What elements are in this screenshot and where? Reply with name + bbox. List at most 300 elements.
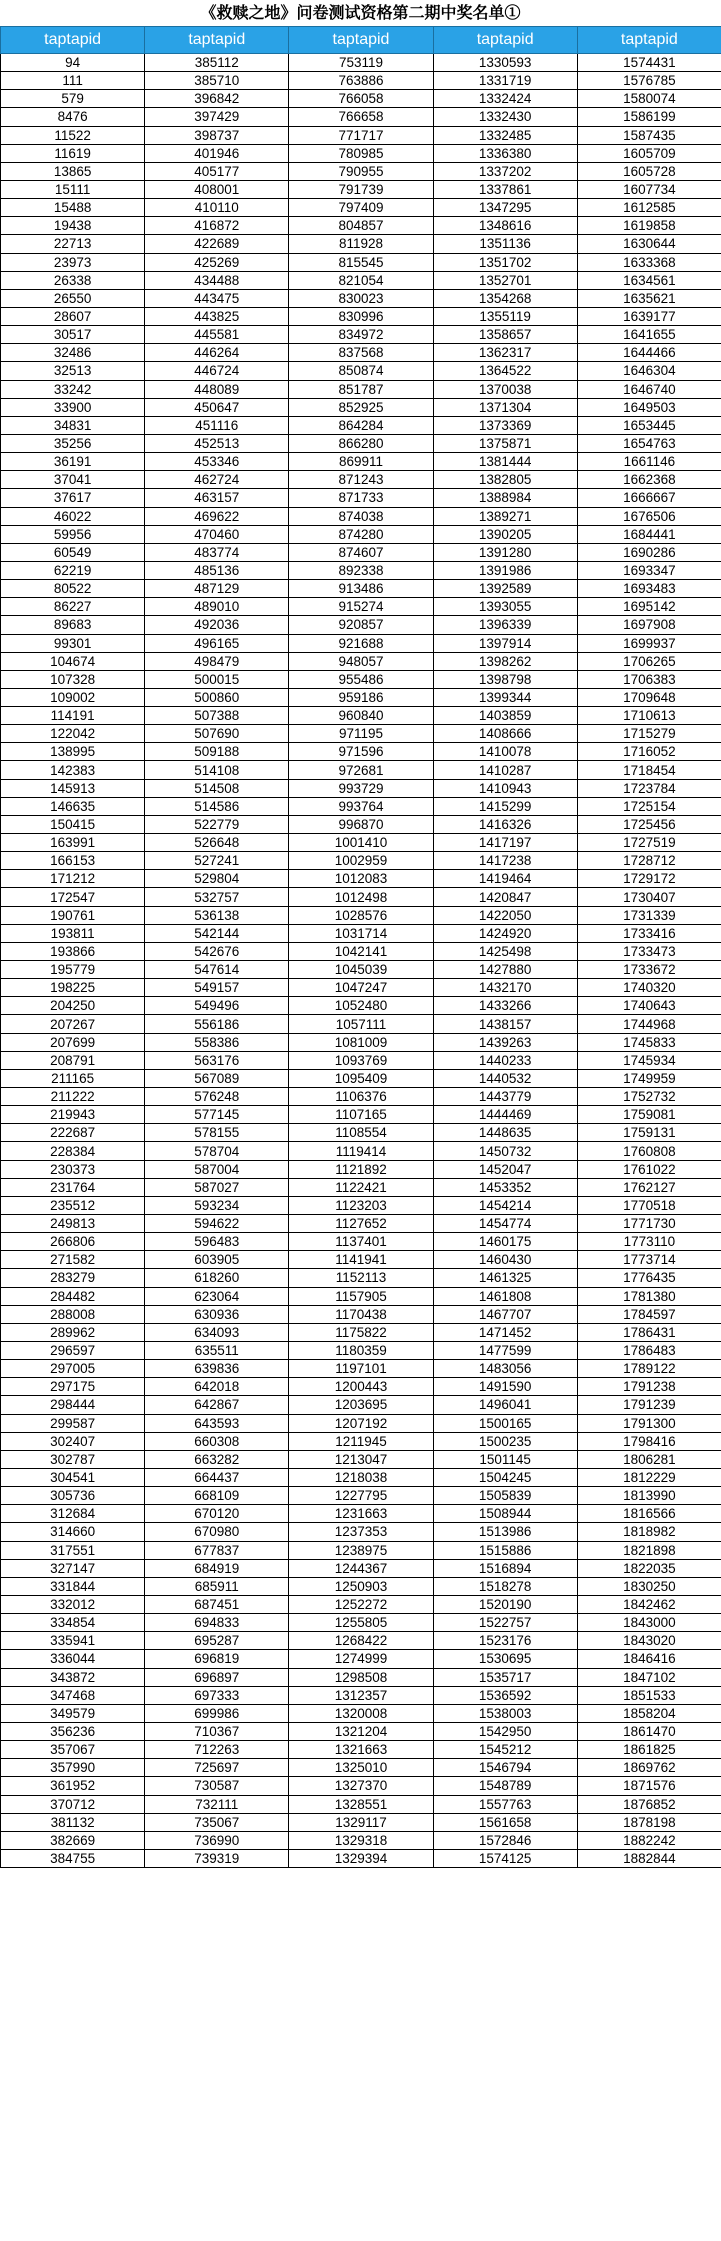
table-cell: 288008 bbox=[1, 1305, 145, 1323]
table-cell: 1684441 bbox=[577, 525, 721, 543]
table-cell: 1471452 bbox=[433, 1323, 577, 1341]
table-row bbox=[1, 1577, 721, 1595]
table-cell: 1031714 bbox=[289, 924, 433, 942]
table-cell: 1538003 bbox=[433, 1704, 577, 1722]
table-cell: 1358657 bbox=[433, 326, 577, 344]
table-cell: 577145 bbox=[145, 1106, 289, 1124]
table-cell: 382669 bbox=[1, 1831, 145, 1849]
table-cell: 446264 bbox=[145, 344, 289, 362]
table-cell: 1157905 bbox=[289, 1287, 433, 1305]
table-cell: 462724 bbox=[145, 471, 289, 489]
table-row bbox=[1, 1759, 721, 1777]
table-cell: 34831 bbox=[1, 416, 145, 434]
table-cell: 104674 bbox=[1, 652, 145, 670]
table-body bbox=[1, 54, 721, 1868]
table-row bbox=[1, 1142, 721, 1160]
table-cell: 8476 bbox=[1, 108, 145, 126]
table-cell: 450647 bbox=[145, 398, 289, 416]
table-cell: 587004 bbox=[145, 1160, 289, 1178]
table-row bbox=[1, 1396, 721, 1414]
table-cell: 1744968 bbox=[577, 1015, 721, 1033]
table-row bbox=[1, 380, 721, 398]
table-cell: 35256 bbox=[1, 434, 145, 452]
table-cell: 1725456 bbox=[577, 815, 721, 833]
table-cell: 1639177 bbox=[577, 307, 721, 325]
table-cell: 1329394 bbox=[289, 1849, 433, 1867]
table-cell: 1329318 bbox=[289, 1831, 433, 1849]
table-cell: 1391280 bbox=[433, 543, 577, 561]
table-cell: 1370038 bbox=[433, 380, 577, 398]
table-cell: 266806 bbox=[1, 1233, 145, 1251]
table-cell: 1491590 bbox=[433, 1378, 577, 1396]
table-cell: 1646740 bbox=[577, 380, 721, 398]
table-cell: 1745833 bbox=[577, 1033, 721, 1051]
table-cell: 1012498 bbox=[289, 888, 433, 906]
table-cell: 526648 bbox=[145, 834, 289, 852]
table-cell: 1812229 bbox=[577, 1468, 721, 1486]
table-row bbox=[1, 1414, 721, 1432]
table-row bbox=[1, 688, 721, 706]
table-cell: 920857 bbox=[289, 616, 433, 634]
table-cell: 1545212 bbox=[433, 1741, 577, 1759]
table-cell: 1725154 bbox=[577, 797, 721, 815]
table-cell: 1410943 bbox=[433, 779, 577, 797]
column-header: taptapid bbox=[145, 27, 289, 54]
table-cell: 15488 bbox=[1, 199, 145, 217]
table-cell: 1325010 bbox=[289, 1759, 433, 1777]
table-cell: 996870 bbox=[289, 815, 433, 833]
table-cell: 1123203 bbox=[289, 1196, 433, 1214]
table-cell: 630936 bbox=[145, 1305, 289, 1323]
column-header: taptapid bbox=[577, 27, 721, 54]
table-cell: 948057 bbox=[289, 652, 433, 670]
table-cell: 396842 bbox=[145, 90, 289, 108]
table-cell: 1042141 bbox=[289, 942, 433, 960]
table-cell: 1740643 bbox=[577, 997, 721, 1015]
table-row bbox=[1, 1088, 721, 1106]
table-cell: 1093769 bbox=[289, 1051, 433, 1069]
table-cell: 1786483 bbox=[577, 1341, 721, 1359]
table-cell: 1433266 bbox=[433, 997, 577, 1015]
table-cell: 397429 bbox=[145, 108, 289, 126]
table-cell: 699986 bbox=[145, 1704, 289, 1722]
table-cell: 297005 bbox=[1, 1360, 145, 1378]
table-cell: 1444469 bbox=[433, 1106, 577, 1124]
table-row bbox=[1, 1523, 721, 1541]
table-row bbox=[1, 1614, 721, 1632]
table-cell: 1331719 bbox=[433, 72, 577, 90]
table-cell: 1806281 bbox=[577, 1450, 721, 1468]
table-cell: 1709648 bbox=[577, 688, 721, 706]
table-row bbox=[1, 1069, 721, 1087]
table-cell: 1861470 bbox=[577, 1722, 721, 1740]
table-row bbox=[1, 453, 721, 471]
table-cell: 1390205 bbox=[433, 525, 577, 543]
table-cell: 469622 bbox=[145, 507, 289, 525]
table-cell: 1200443 bbox=[289, 1378, 433, 1396]
table-cell: 677837 bbox=[145, 1541, 289, 1559]
table-cell: 1798416 bbox=[577, 1432, 721, 1450]
table-cell: 643593 bbox=[145, 1414, 289, 1432]
table-cell: 1452047 bbox=[433, 1160, 577, 1178]
table-cell: 874607 bbox=[289, 543, 433, 561]
table-cell: 971596 bbox=[289, 743, 433, 761]
table-cell: 1784597 bbox=[577, 1305, 721, 1323]
table-cell: 1415299 bbox=[433, 797, 577, 815]
table-cell: 284482 bbox=[1, 1287, 145, 1305]
table-cell: 763886 bbox=[289, 72, 433, 90]
table-cell: 463157 bbox=[145, 489, 289, 507]
table-cell: 32513 bbox=[1, 362, 145, 380]
table-cell: 1320008 bbox=[289, 1704, 433, 1722]
table-cell: 1858204 bbox=[577, 1704, 721, 1722]
table-cell: 26550 bbox=[1, 289, 145, 307]
table-row bbox=[1, 561, 721, 579]
table-row bbox=[1, 1233, 721, 1251]
table-cell: 1328551 bbox=[289, 1795, 433, 1813]
table-cell: 1197101 bbox=[289, 1360, 433, 1378]
table-cell: 357067 bbox=[1, 1741, 145, 1759]
table-cell: 302787 bbox=[1, 1450, 145, 1468]
table-cell: 1646304 bbox=[577, 362, 721, 380]
table-cell: 451116 bbox=[145, 416, 289, 434]
table-cell: 1761022 bbox=[577, 1160, 721, 1178]
table-cell: 596483 bbox=[145, 1233, 289, 1251]
table-cell: 696897 bbox=[145, 1668, 289, 1686]
table-cell: 1332430 bbox=[433, 108, 577, 126]
table-cell: 1352701 bbox=[433, 271, 577, 289]
table-cell: 623064 bbox=[145, 1287, 289, 1305]
table-cell: 549496 bbox=[145, 997, 289, 1015]
table-row bbox=[1, 144, 721, 162]
table-cell: 871243 bbox=[289, 471, 433, 489]
table-cell: 1718454 bbox=[577, 761, 721, 779]
table-row bbox=[1, 289, 721, 307]
table-cell: 11522 bbox=[1, 126, 145, 144]
table-cell: 1731339 bbox=[577, 906, 721, 924]
table-cell: 1773714 bbox=[577, 1251, 721, 1269]
table-cell: 874038 bbox=[289, 507, 433, 525]
table-cell: 13865 bbox=[1, 162, 145, 180]
table-cell: 1612585 bbox=[577, 199, 721, 217]
table-cell: 871733 bbox=[289, 489, 433, 507]
table-cell: 271582 bbox=[1, 1251, 145, 1269]
table-cell: 1733473 bbox=[577, 942, 721, 960]
table-cell: 1572846 bbox=[433, 1831, 577, 1849]
table-cell: 171212 bbox=[1, 870, 145, 888]
table-cell: 1557763 bbox=[433, 1795, 577, 1813]
table-cell: 830023 bbox=[289, 289, 433, 307]
table-cell: 635511 bbox=[145, 1341, 289, 1359]
table-row bbox=[1, 126, 721, 144]
table-cell: 576248 bbox=[145, 1088, 289, 1106]
table-cell: 697333 bbox=[145, 1686, 289, 1704]
table-row bbox=[1, 961, 721, 979]
table-cell: 804857 bbox=[289, 217, 433, 235]
table-cell: 1298508 bbox=[289, 1668, 433, 1686]
table-cell: 732111 bbox=[145, 1795, 289, 1813]
table-cell: 146635 bbox=[1, 797, 145, 815]
table-cell: 1327370 bbox=[289, 1777, 433, 1795]
table-cell: 296597 bbox=[1, 1341, 145, 1359]
table-cell: 317551 bbox=[1, 1541, 145, 1559]
table-cell: 500860 bbox=[145, 688, 289, 706]
table-cell: 753119 bbox=[289, 54, 433, 72]
table-cell: 514586 bbox=[145, 797, 289, 815]
table-cell: 1218038 bbox=[289, 1468, 433, 1486]
table-row bbox=[1, 616, 721, 634]
table-row bbox=[1, 1686, 721, 1704]
table-row bbox=[1, 1033, 721, 1051]
table-cell: 1371304 bbox=[433, 398, 577, 416]
table-cell: 335941 bbox=[1, 1632, 145, 1650]
table-cell: 1715279 bbox=[577, 725, 721, 743]
table-row bbox=[1, 707, 721, 725]
table-cell: 725697 bbox=[145, 1759, 289, 1777]
table-cell: 1770518 bbox=[577, 1196, 721, 1214]
table-cell: 1393055 bbox=[433, 598, 577, 616]
table-cell: 1351702 bbox=[433, 253, 577, 271]
table-cell: 1170438 bbox=[289, 1305, 433, 1323]
table-cell: 1175822 bbox=[289, 1323, 433, 1341]
table-cell: 913486 bbox=[289, 580, 433, 598]
table-row bbox=[1, 1741, 721, 1759]
table-cell: 349579 bbox=[1, 1704, 145, 1722]
table-cell: 422689 bbox=[145, 235, 289, 253]
table-row bbox=[1, 362, 721, 380]
table-cell: 664437 bbox=[145, 1468, 289, 1486]
table-row bbox=[1, 1650, 721, 1668]
table-cell: 443475 bbox=[145, 289, 289, 307]
table-cell: 207699 bbox=[1, 1033, 145, 1051]
table-cell: 1461325 bbox=[433, 1269, 577, 1287]
table-row bbox=[1, 906, 721, 924]
table-cell: 1354268 bbox=[433, 289, 577, 307]
table-cell: 993729 bbox=[289, 779, 433, 797]
table-cell: 114191 bbox=[1, 707, 145, 725]
table-cell: 514508 bbox=[145, 779, 289, 797]
table-cell: 289962 bbox=[1, 1323, 145, 1341]
table-cell: 1716052 bbox=[577, 743, 721, 761]
table-cell: 1329117 bbox=[289, 1813, 433, 1831]
table-cell: 1375871 bbox=[433, 434, 577, 452]
table-cell: 736990 bbox=[145, 1831, 289, 1849]
table-cell: 915274 bbox=[289, 598, 433, 616]
table-row bbox=[1, 1341, 721, 1359]
table-cell: 1028576 bbox=[289, 906, 433, 924]
table-cell: 408001 bbox=[145, 180, 289, 198]
table-cell: 1398262 bbox=[433, 652, 577, 670]
table-cell: 1513986 bbox=[433, 1523, 577, 1541]
table-cell: 1443779 bbox=[433, 1088, 577, 1106]
table-cell: 1786431 bbox=[577, 1323, 721, 1341]
table-cell: 1878198 bbox=[577, 1813, 721, 1831]
table-cell: 1706383 bbox=[577, 670, 721, 688]
table-cell: 1693483 bbox=[577, 580, 721, 598]
table-cell: 563176 bbox=[145, 1051, 289, 1069]
table-cell: 1045039 bbox=[289, 961, 433, 979]
table-cell: 94 bbox=[1, 54, 145, 72]
table-row bbox=[1, 489, 721, 507]
table-cell: 1693347 bbox=[577, 561, 721, 579]
table-cell: 299587 bbox=[1, 1414, 145, 1432]
table-cell: 1816566 bbox=[577, 1505, 721, 1523]
table-cell: 1530695 bbox=[433, 1650, 577, 1668]
table-cell: 384755 bbox=[1, 1849, 145, 1867]
table-cell: 634093 bbox=[145, 1323, 289, 1341]
table-row bbox=[1, 797, 721, 815]
table-cell: 1388984 bbox=[433, 489, 577, 507]
table-cell: 1515886 bbox=[433, 1541, 577, 1559]
table-cell: 668109 bbox=[145, 1487, 289, 1505]
table-cell: 1337861 bbox=[433, 180, 577, 198]
table-cell: 222687 bbox=[1, 1124, 145, 1142]
table-cell: 1453352 bbox=[433, 1178, 577, 1196]
table-cell: 1252272 bbox=[289, 1595, 433, 1613]
table-cell: 142383 bbox=[1, 761, 145, 779]
table-row bbox=[1, 1849, 721, 1867]
table-cell: 1789122 bbox=[577, 1360, 721, 1378]
table-cell: 1666667 bbox=[577, 489, 721, 507]
table-row bbox=[1, 670, 721, 688]
table-cell: 1662368 bbox=[577, 471, 721, 489]
table-cell: 1203695 bbox=[289, 1396, 433, 1414]
table-cell: 1580074 bbox=[577, 90, 721, 108]
table-row bbox=[1, 162, 721, 180]
table-cell: 1127652 bbox=[289, 1215, 433, 1233]
table-row bbox=[1, 1487, 721, 1505]
table-cell: 1348616 bbox=[433, 217, 577, 235]
table-cell: 305736 bbox=[1, 1487, 145, 1505]
table-cell: 593234 bbox=[145, 1196, 289, 1214]
table-row bbox=[1, 253, 721, 271]
table-cell: 532757 bbox=[145, 888, 289, 906]
table-cell: 1843000 bbox=[577, 1614, 721, 1632]
table-row bbox=[1, 1215, 721, 1233]
table-cell: 687451 bbox=[145, 1595, 289, 1613]
table-row bbox=[1, 779, 721, 797]
table-cell: 1821898 bbox=[577, 1541, 721, 1559]
table-cell: 1574125 bbox=[433, 1849, 577, 1867]
table-cell: 509188 bbox=[145, 743, 289, 761]
table-cell: 37041 bbox=[1, 471, 145, 489]
table-cell: 960840 bbox=[289, 707, 433, 725]
table-cell: 639836 bbox=[145, 1360, 289, 1378]
table-cell: 357990 bbox=[1, 1759, 145, 1777]
table-row bbox=[1, 834, 721, 852]
table-cell: 166153 bbox=[1, 852, 145, 870]
table-cell: 1762127 bbox=[577, 1178, 721, 1196]
table-row bbox=[1, 979, 721, 997]
table-cell: 529804 bbox=[145, 870, 289, 888]
table-cell: 1420847 bbox=[433, 888, 577, 906]
table-cell: 1440233 bbox=[433, 1051, 577, 1069]
column-header: taptapid bbox=[433, 27, 577, 54]
table-cell: 332012 bbox=[1, 1595, 145, 1613]
table-cell: 852925 bbox=[289, 398, 433, 416]
table-cell: 1336380 bbox=[433, 144, 577, 162]
table-cell: 446724 bbox=[145, 362, 289, 380]
table-cell: 710367 bbox=[145, 1722, 289, 1740]
table-cell: 163991 bbox=[1, 834, 145, 852]
table-cell: 30517 bbox=[1, 326, 145, 344]
table-cell: 1630644 bbox=[577, 235, 721, 253]
table-cell: 230373 bbox=[1, 1160, 145, 1178]
table-row bbox=[1, 1432, 721, 1450]
table-cell: 1653445 bbox=[577, 416, 721, 434]
table-cell: 485136 bbox=[145, 561, 289, 579]
table-row bbox=[1, 725, 721, 743]
table-cell: 1347295 bbox=[433, 199, 577, 217]
table-cell: 1392589 bbox=[433, 580, 577, 598]
table-cell: 314660 bbox=[1, 1523, 145, 1541]
table-cell: 37617 bbox=[1, 489, 145, 507]
table-cell: 470460 bbox=[145, 525, 289, 543]
table-cell: 445581 bbox=[145, 326, 289, 344]
table-cell: 1500165 bbox=[433, 1414, 577, 1432]
table-cell: 558386 bbox=[145, 1033, 289, 1051]
table-cell: 1373369 bbox=[433, 416, 577, 434]
table-row bbox=[1, 416, 721, 434]
table-row bbox=[1, 652, 721, 670]
table-cell: 23973 bbox=[1, 253, 145, 271]
table-row bbox=[1, 870, 721, 888]
table-row bbox=[1, 1595, 721, 1613]
table-cell: 1644466 bbox=[577, 344, 721, 362]
table-cell: 208791 bbox=[1, 1051, 145, 1069]
table-cell: 1760808 bbox=[577, 1142, 721, 1160]
table-cell: 343872 bbox=[1, 1668, 145, 1686]
table-cell: 1410078 bbox=[433, 743, 577, 761]
table-cell: 780985 bbox=[289, 144, 433, 162]
table-cell: 1871576 bbox=[577, 1777, 721, 1795]
table-cell: 542676 bbox=[145, 942, 289, 960]
table-cell: 1397914 bbox=[433, 634, 577, 652]
table-cell: 219943 bbox=[1, 1106, 145, 1124]
table-row bbox=[1, 1559, 721, 1577]
table-cell: 1619858 bbox=[577, 217, 721, 235]
table-cell: 1706265 bbox=[577, 652, 721, 670]
table-row bbox=[1, 924, 721, 942]
table-cell: 1450732 bbox=[433, 1142, 577, 1160]
table-cell: 1861825 bbox=[577, 1741, 721, 1759]
table-cell: 1851533 bbox=[577, 1686, 721, 1704]
table-cell: 663282 bbox=[145, 1450, 289, 1468]
table-cell: 660308 bbox=[145, 1432, 289, 1450]
table-cell: 1634561 bbox=[577, 271, 721, 289]
table-cell: 235512 bbox=[1, 1196, 145, 1214]
table-cell: 416872 bbox=[145, 217, 289, 235]
table-cell: 489010 bbox=[145, 598, 289, 616]
table-cell: 1330593 bbox=[433, 54, 577, 72]
table-cell: 791739 bbox=[289, 180, 433, 198]
table-cell: 347468 bbox=[1, 1686, 145, 1704]
table-cell: 1122421 bbox=[289, 1178, 433, 1196]
table-cell: 331844 bbox=[1, 1577, 145, 1595]
table-cell: 1052480 bbox=[289, 997, 433, 1015]
table-cell: 1121892 bbox=[289, 1160, 433, 1178]
winners-table bbox=[0, 26, 721, 1868]
table-cell: 172547 bbox=[1, 888, 145, 906]
table-cell: 1477599 bbox=[433, 1341, 577, 1359]
table-cell: 33900 bbox=[1, 398, 145, 416]
table-cell: 1723784 bbox=[577, 779, 721, 797]
table-cell: 1505839 bbox=[433, 1487, 577, 1505]
table-cell: 1727519 bbox=[577, 834, 721, 852]
table-cell: 1561658 bbox=[433, 1813, 577, 1831]
table-cell: 972681 bbox=[289, 761, 433, 779]
table-cell: 993764 bbox=[289, 797, 433, 815]
